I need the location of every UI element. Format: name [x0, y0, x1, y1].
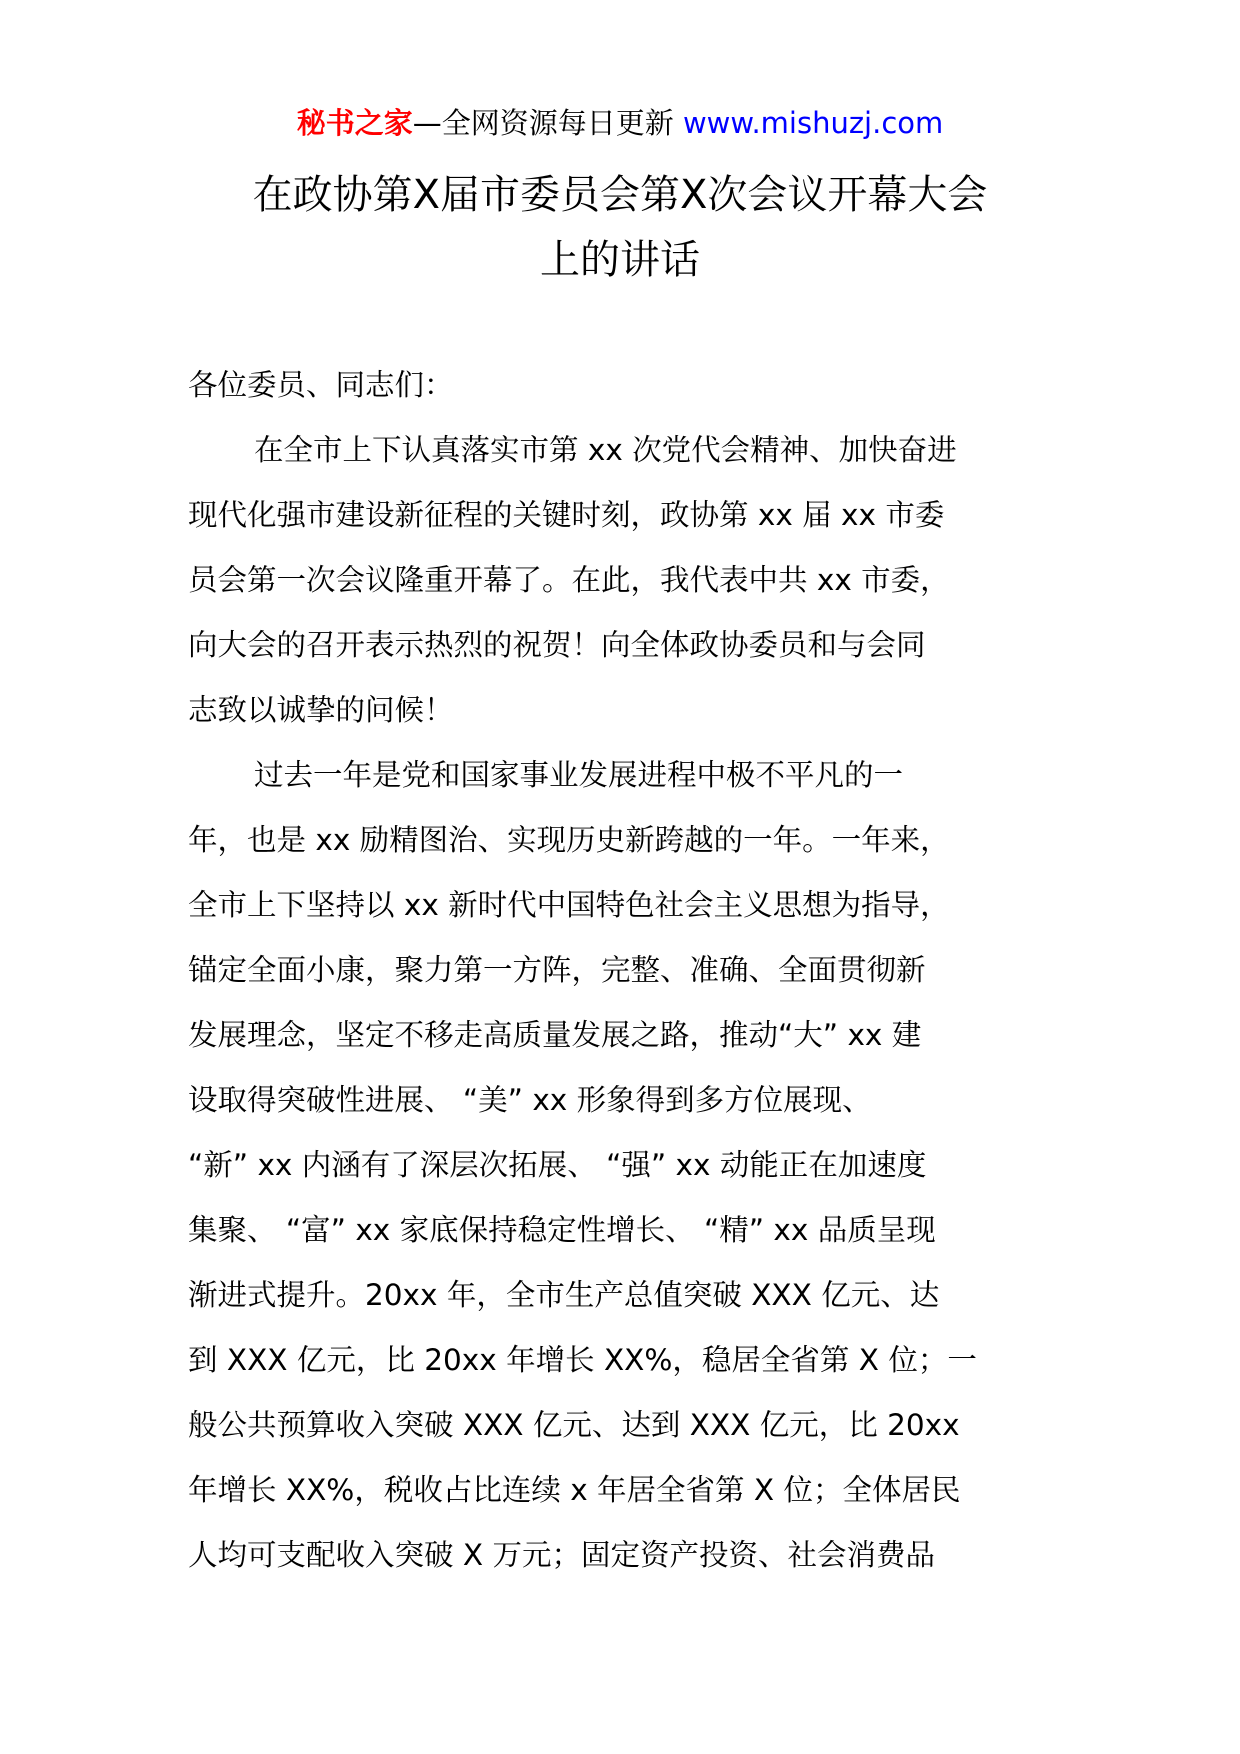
- paragraph-1-line: 向大会的召开表示热烈的祝贺！向全体政协委员和与会同: [188, 628, 926, 662]
- document-title-line-1: 在政协第Ⅹ届市委员会第Ⅹ次会议开幕大会: [252, 172, 988, 218]
- paragraph-2-line: 过去一年是党和国家事业发展进程中极不平凡的一: [254, 758, 904, 792]
- paragraph-2-line: “新” xx 内涵有了深层次拓展、 “强” xx 动能正在加速度: [188, 1148, 927, 1182]
- header-brand: 秘书之家: [296, 106, 413, 140]
- paragraph-2-line: 渐进式提升。20xx 年，全市生产总值突破 XXX 亿元、达: [188, 1278, 940, 1312]
- paragraph-2-line: 到 XXX 亿元，比 20xx 年增长 XX%，稳居全省第 X 位；一: [188, 1343, 977, 1377]
- paragraph-2-line: 全市上下坚持以 xx 新时代中国特色社会主义思想为指导，: [188, 888, 950, 922]
- paragraph-1-line: 员会第一次会议隆重开幕了。在此，我代表中共 xx 市委，: [188, 563, 950, 597]
- paragraph-2-line: 集聚、 “富” xx 家底保持稳定性增长、 “精” xx 品质呈现: [188, 1213, 936, 1247]
- paragraph-2-line: 人均可支配收入突破 X 万元；固定资产投资、社会消费品: [188, 1538, 935, 1572]
- header-url-link[interactable]: www.mishuzj.com: [682, 106, 944, 140]
- paragraph-2-line: 锚定全面小康，聚力第一方阵，完整、准确、全面贯彻新: [188, 953, 926, 987]
- paragraph-2-line: 设取得突破性进展、 “美” xx 形象得到多方位展现、: [188, 1083, 872, 1117]
- paragraph-2-line: 发展理念，坚定不移走高质量发展之路，推动“大” xx 建: [188, 1018, 922, 1052]
- paragraph-2-line: 年增长 XX%，税收占比连续 x 年居全省第 X 位；全体居民: [188, 1473, 961, 1507]
- paragraph-2-line: 年，也是 xx 励精图治、实现历史新跨越的一年。一年来，: [188, 823, 950, 857]
- document-title-line-2: 上的讲话: [540, 237, 700, 283]
- watermark-header: [0, 103, 1240, 143]
- salutation: 各位委员、同志们：: [188, 368, 454, 402]
- paragraph-2-line: 般公共预算收入突破 XXX 亿元、达到 XXX 亿元，比 20xx: [188, 1408, 960, 1442]
- paragraph-1-line: 在全市上下认真落实市第 xx 次党代会精神、加快奋进: [254, 433, 957, 467]
- paragraph-1-line: 现代化强市建设新征程的关键时刻，政协第 xx 届 xx 市委: [188, 498, 945, 532]
- document-body: [188, 363, 1058, 1598]
- paragraph-1-line: 志致以诚挚的问候！: [188, 693, 454, 727]
- header-slogan: —全网资源每日更新: [412, 106, 674, 140]
